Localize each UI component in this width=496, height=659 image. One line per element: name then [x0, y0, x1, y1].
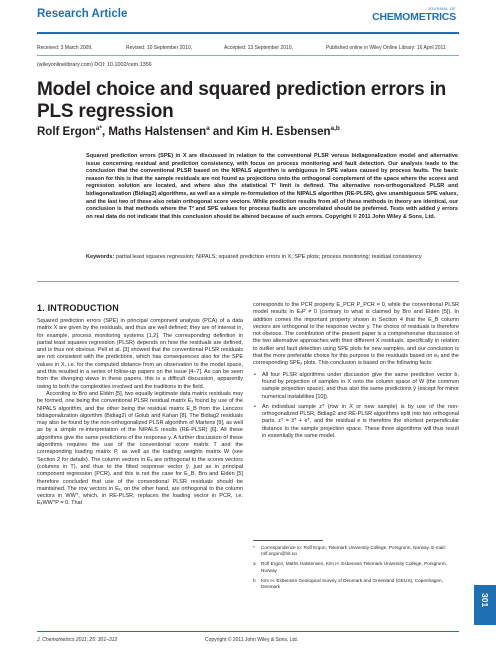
- keywords: [86, 254, 458, 262]
- list-item: [253, 404, 459, 440]
- article-title: Model choice and squared prediction errors in PLS regression: [37, 79, 447, 122]
- footer-rule: [37, 631, 459, 632]
- published-date: Published online in Wiley Online Library: 16 April 2011: [326, 45, 446, 51]
- footnote-mark: a: [253, 561, 256, 567]
- keywords-label: Keywords:: [86, 254, 115, 260]
- footnote-mark: b: [253, 577, 256, 583]
- journal-logo-small-text: JOURNAL OF: [427, 6, 456, 11]
- footnotes: [253, 545, 459, 594]
- footnote-mark: *: [253, 545, 255, 550]
- header-rule: [37, 32, 459, 34]
- bullet-icon: •: [254, 371, 256, 378]
- footnote-affiliation-a: [253, 561, 459, 573]
- doi-line[interactable]: (wileyonlinelibrary.com) DOI: 10.1002/cem.1356: [37, 62, 152, 68]
- right-column: [253, 302, 459, 443]
- author-1-affiliation: a*: [95, 125, 102, 132]
- footnote-affiliation-b: [253, 578, 459, 590]
- bullet-icon: •: [254, 403, 256, 410]
- intro-paragraph-2: According to Bro and Eldén [5], two equally legitimate data matrix residuals may be formed, one being the conventional PLSR residual matrix Eₓ found by use of the NIPALS algorithm, and the other being the residual matrix E_B from the Lanczos bidiagonalization algorithm (Bidiag2) of Golub and Kahan [8]. The Bidiag2 residuals may also be found by the non-orthogonalized PLSR algorithm of Martens [9], as well as by a simple re-interpretation of the NIPALS results (RE-PLSR) [6]. All these algorithms give the same predictions of the response y. A further discussion of these algorithms requires the use of the conventional score matrix T and the corresponding loading matrix P, as well as the loading weights matrix W (see Section 2 for details). The column vectors in Eₓ are orthogonal to the scores vectors (columns in T), and thus to the fitted response vector ŷ, just as in principal component regression (PCR), and this is not the case for E_B. Bro and Eldén [5] therefore concluded that use of the conventional PLSR residuals should be maintained. The row vectors in Eₓ, on the other hand, are orthogonal to the column vectors in WWᵀ, which, in RE-PLSR, replaces the loading vector in PCR, i.e. EₓWWᵀP = 0. That: [37, 390, 243, 507]
- journal-logo: [366, 6, 458, 30]
- intro-paragraph-3: corresponds to the PCR property E_PCR P_PCR = 0, while the conventional PLSR model results in EₓP ≠ 0 (contrary to what is claimed by Bro and Eldén [5]). In addition comes the important property shown in Section 4 that the E_B column vectors are orthogonal to the response vector y. The choice of residuals is therefore not obvious. The contribution of the present paper is a comprehensive discussion of the two alternative approaches with their different X residuals, specifically in relation to outlier and fault detection using SPE plots for new samples, and our conclusion is that the more preferable choice for this purpose is the residuals based on eₓ and the corresponding SPEₓ plots. This conclusion is based on the following facts:: [253, 302, 459, 367]
- journal-logo-text: CHEMOMETRICS: [372, 11, 456, 23]
- list-item: [253, 372, 459, 401]
- revised-date: Revised: 10 September 2010,: [126, 45, 193, 51]
- list-item-text: An individual sample zᵀ (row in X or new sample) is by use of the non-orthogonalized PLSR, Bidiag2 and RE-PLSR algorithms split into two orthogonal parts, zᵀ = ẑᵀ + eᵀ, and the residual e is therefore the shortest perpendicular distance to the sample projection space. These three algorithms will thus result in essentially the same model.: [262, 403, 459, 440]
- dates-rule: [37, 55, 459, 56]
- left-column: [37, 318, 243, 508]
- author-3-affiliation: a,b: [330, 125, 340, 132]
- footnote-text: Rolf Ergon, Maths Halstensen, Kim H. Esbensen Telemark University College, Porsgrunn, Norway: [261, 561, 447, 573]
- footnote-text: Kim H. Esbensen Geological Survey of Denmark and Greenland (GEUS), Copenhagen, Denmark: [261, 577, 443, 590]
- keywords-text: partial least squares regression; NIPALS; squared prediction errors in X; SPE plots; process monitoring; residual consistency: [115, 254, 422, 260]
- copyright-notice: Copyright © 2011 John Wiley & Sons, Ltd.: [205, 637, 299, 643]
- abstract: Squared prediction errors (SPE) in X are discussed in relation to the conventional PLSR versus bidiagonalization model and alternative issue concerning residual and prediction consistency, with focus on process monitoring and fault detection. Our analysis leads to the conclusion that the conventional PLSR based on the NIPALS algorithm is ambiguous in SPE values caused by process faults. The basic reason for this is that the sample residuals are not found as projections onto the orthogonal complement of the space where the scores and regression solution are located, and where also the statistical T² limit is defined. The alternative non-orthogonalized PLSR and bidiagonalization (Bidiag2) algorithms, as well as a simple re-formulation of the NIPALS algorithm (RE-PLSR), give unambiguous SPE values, and the last two of these also retain orthogonal score vectors. While prediction results from all of these methods in theory are identical, our conclusion is that methods where the T² and SPE values for process faults are uncorrelated should be preferred. Tests with added y errors on real data do not indicate that this conclusion should be altered because of such errors. Copyright © 2011 John Wiley & Sons, Ltd.: [86, 153, 458, 220]
- page-number-tab: [474, 585, 496, 625]
- accepted-date: Accepted: 13 September 2010,: [224, 45, 293, 51]
- footnote-rule: [253, 540, 323, 541]
- page-number: 301: [480, 593, 490, 608]
- footnote-correspondence: [253, 545, 459, 557]
- author-3: and Kim H. Esbensen: [209, 125, 331, 138]
- journal-citation: J. Chemometrics 2011; 25: 301–312: [37, 637, 118, 643]
- footnote-text: Correspondence to: Rolf Ergon, Telemark University College, Porsgrunn, Norway. E-mail: rolf.ergon@hit.no: [261, 545, 446, 557]
- author-1: Rolf Ergon: [37, 125, 96, 138]
- received-date: Received: 3 March 2009,: [37, 45, 93, 51]
- author-2-affiliation: a: [206, 125, 210, 132]
- author-2: , Maths Halstensen: [101, 125, 207, 138]
- intro-paragraph-1: Squared prediction errors (SPE) in principal component analysis (PCA) of a data matrix X are given by the residuals, and thus are well defined; they are of interest in, for example, process monitoring systems [1,2]. The corresponding definition in partial least squares regression (PLSR) depends on how the residuals are defined, and is thus not obvious. Pell et al. [3] showed that the conventional PLSR residuals are not consistent with the predictions, which has consequences also for the SPE values in X, i.e. for the computed distance from an observation to the model space, and this resulted in a series of follow-up papers on the issue [4–7]. As can be seen from the diverging views in these papers, this is a difficult discussion, apparently owing to both the complexities involved and the traditions in the field.: [37, 318, 243, 390]
- abstract-separator: [37, 281, 459, 282]
- list-item-text: All four PLSR algorithms under discussion give the same prediction vector b, found by projection of samples in X onto the column space of W (the common sample projection space), and thus also the same predictions ŷ (except for minor numerical instabilities [10]).: [262, 371, 459, 400]
- author-list: [37, 125, 340, 138]
- section-label: Research Article: [37, 8, 128, 20]
- facts-list: [253, 372, 459, 441]
- section-heading-introduction: 1. INTRODUCTION: [37, 303, 120, 313]
